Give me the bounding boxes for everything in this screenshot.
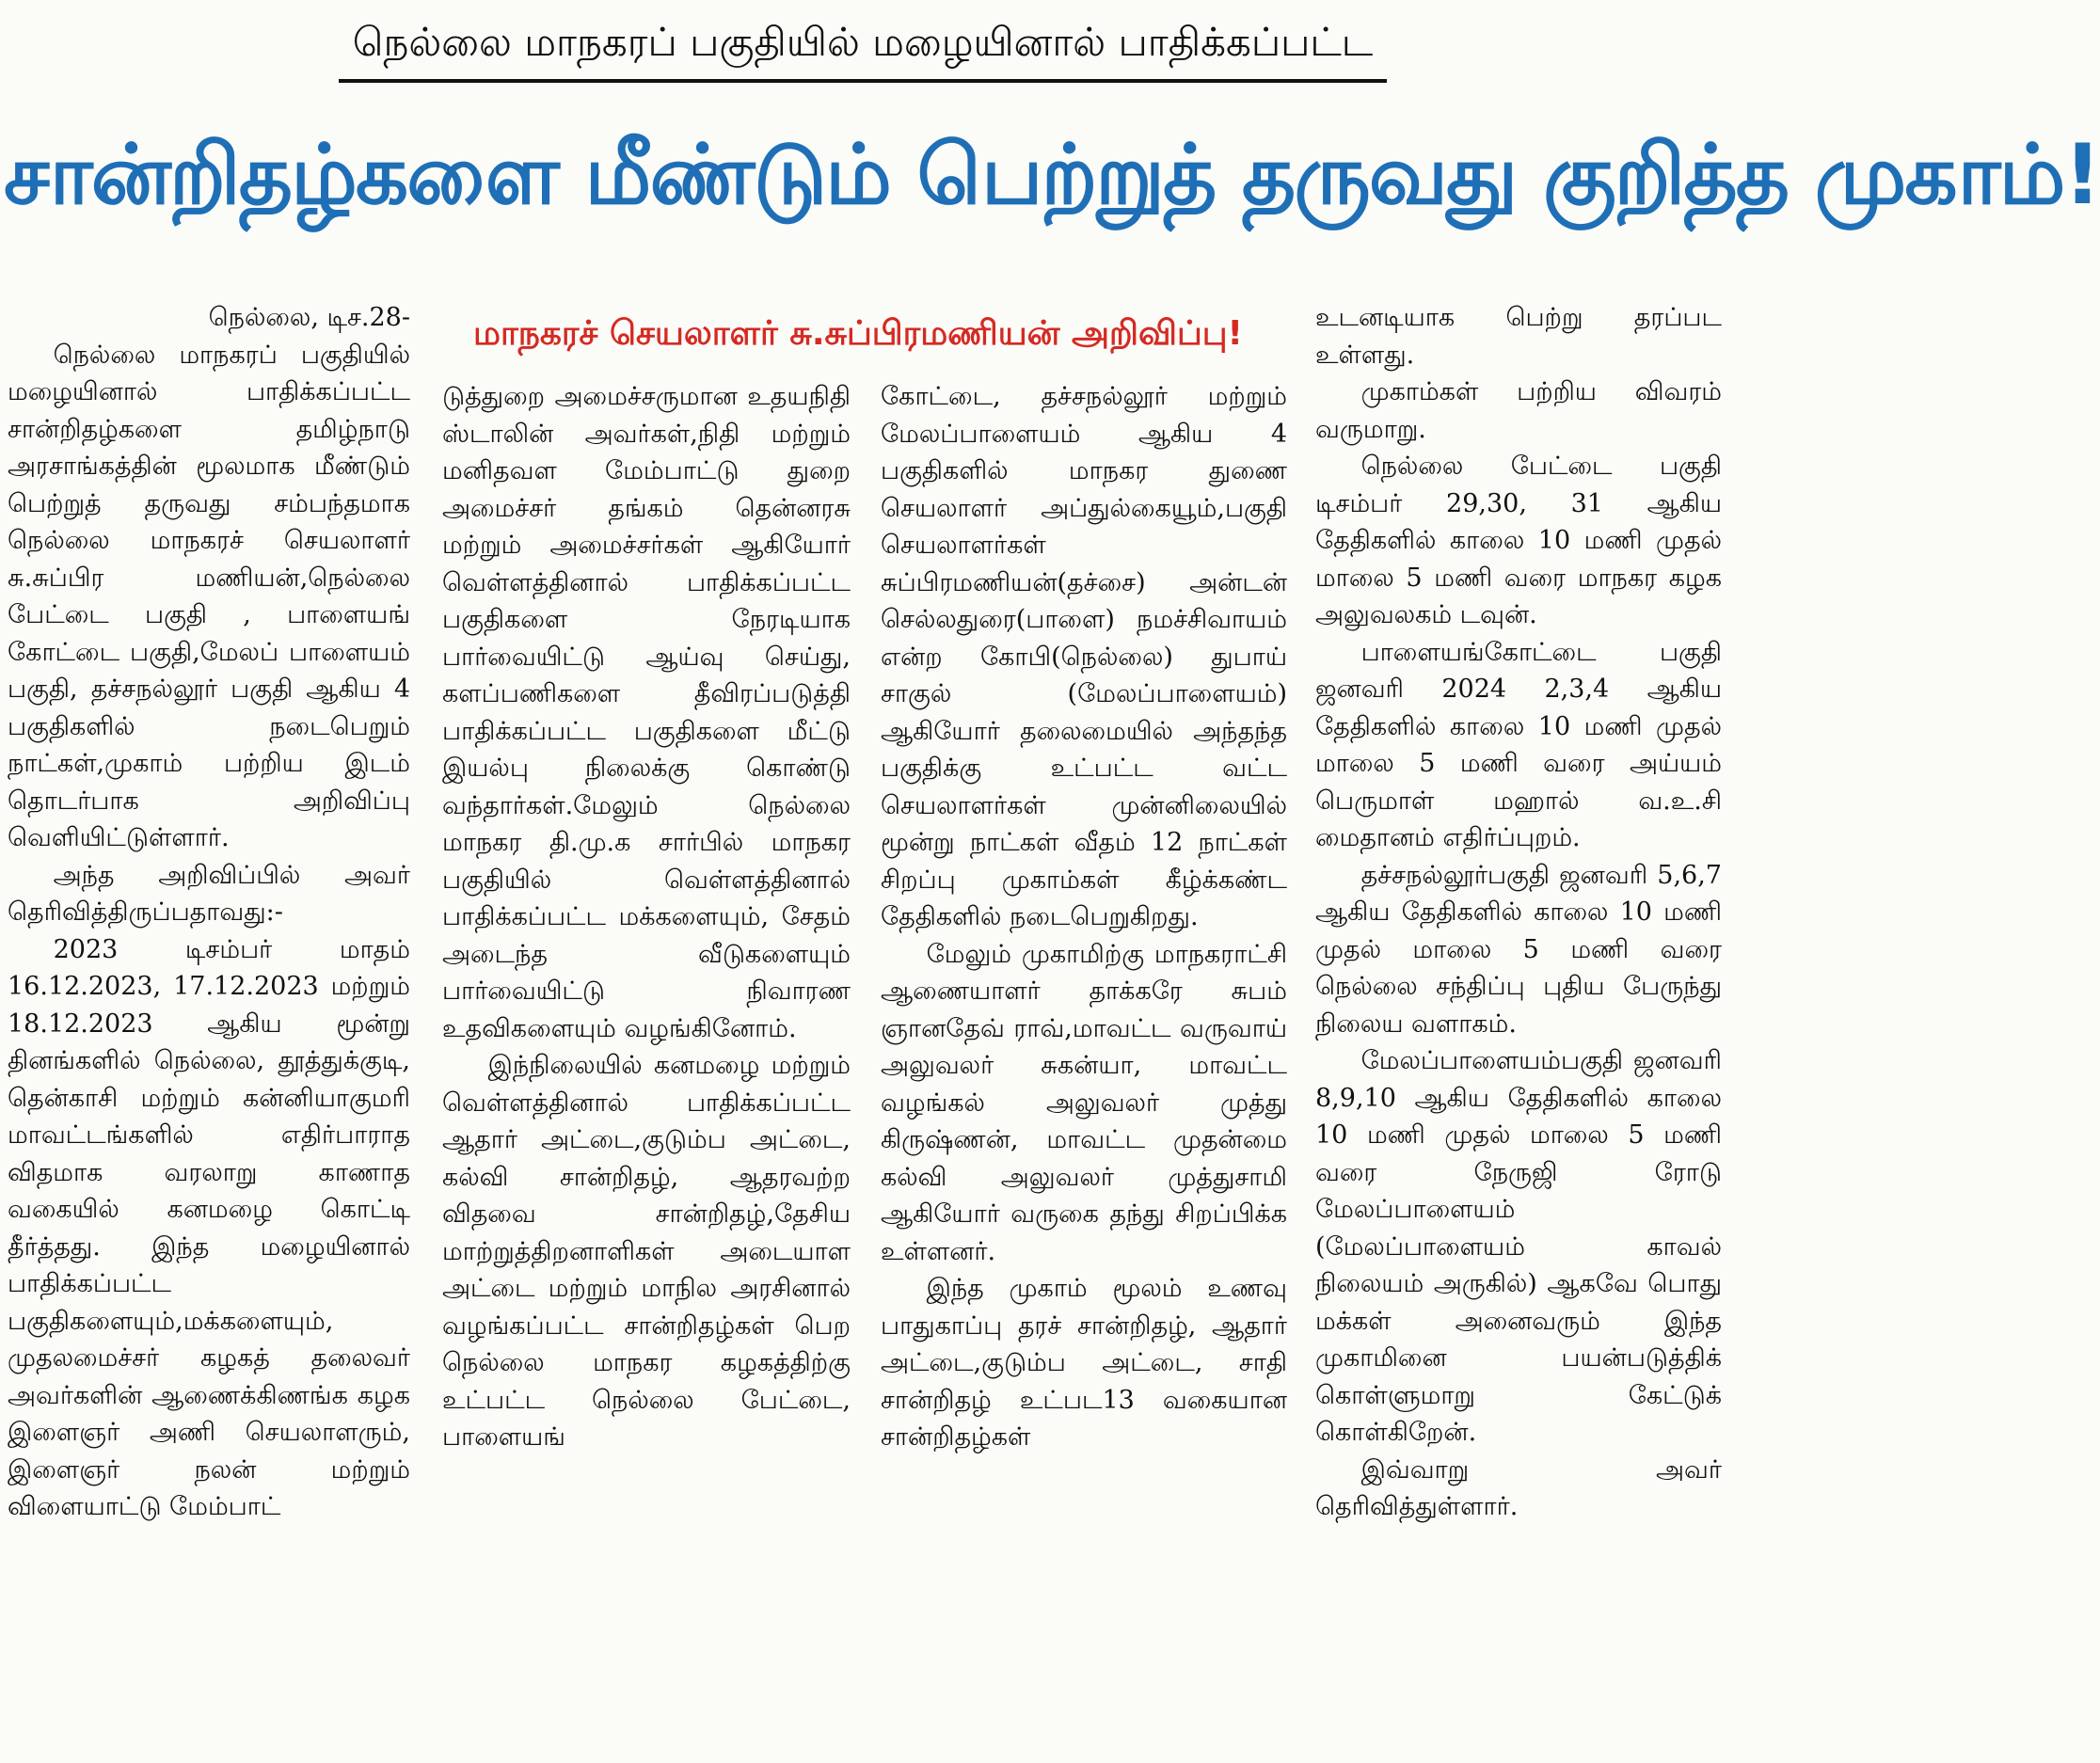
paragraph: நெல்லை மாநகரப் பகுதியில் மழையினால் பாதிக்கப்பட்ட சான்றிதழ்களை தமிழ்நாடு அரசாங்கத்தின் மூலமாக மீண்டும் பெற்றுத் தருவது சம்பந்தமாக நெல்லை மாநகரச் செயலாளர் சு.சுப்பிர மணியன்,நெல்லை பேட்டை பகுதி , பாளையங் கோட்டை பகுதி,மேலப் பாளையம் பகுதி, தச்சநல்லூர் பகுதி ஆகிய 4 பகுதிகளில் நடைபெறும் நாட்கள்,முகாம் பற்றிய இடம் தொடர்பாக அறிவிப்பு வெளியிட்டுள்ளார். (8, 340, 410, 852)
article-column-4 (1315, 299, 1722, 1763)
paragraph: 2023 டிசம்பர் மாதம் 16.12.2023, 17.12.2023 மற்றும் 18.12.2023 ஆகிய மூன்று தினங்களில் நெல்லை, தூத்துக்குடி, தென்காசி மற்றும் கன்னியாகுமரி மாவட்டங்களில் எதிர்பாராத விதமாக வரலாறு காணாத வகையில் கனமழை கொட்டி தீர்த்தது. இந்த மழையினால் பாதிக்கப்பட்ட பகுதிகளையும்,மக்களையும், முதலமைச்சர் கழகத் தலைவர் அவர்களின் ஆணைக்கிணங்க கழக இளைஞர் அணி செயலாளரும், இளைஞர் நலன் மற்றும் விளையாட்டு மேம்பாட் (8, 934, 410, 1521)
paragraph: இந்நிலையில் கனமழை மற்றும் வெள்ளத்தினால் பாதிக்கப்பட்ட ஆதார் அட்டை,குடும்ப அட்டை, கல்வி சான்றிதழ், ஆதரவற்ற விதவை சான்றிதழ்,தேசிய மாற்றுத்திறனாளிகள் அடையாள அட்டை மற்றும் மாநில அரசினால் வழங்கப்பட்ட சான்றிதழ்கள் பெற நெல்லை மாநகர கழகத்திற்கு உட்பட்ட நெல்லை பேட்டை, பாளையங் (442, 1051, 851, 1452)
paragraph: இந்த முகாம் மூலம் உணவு பாதுகாப்பு தரச் சான்றிதழ், ஆதார் அட்டை,குடும்ப அட்டை, சாதி சான்றிதழ் உட்பட13 வகையான சான்றிதழ்கள் (881, 1274, 1287, 1452)
kicker-headline: நெல்லை மாநகரப் பகுதியில் மழையினால் பாதிக்கப்பட்ட (339, 13, 1387, 83)
paragraph: உடனடியாக பெற்று தரப்பட உள்ளது. (1315, 303, 1722, 370)
paragraph: மேலும் முகாமிற்கு மாநகராட்சி ஆணையாளர் தாக்கரே சுபம் ஞானதேவ் ராவ்,மாவட்ட வருவாய் அலுவலர் சுகன்யா, மாவட்ட வழங்கல் அலுவலர் முத்து கிருஷ்ணன், மாவட்ட முதன்மை கல்வி அலுவலர் முத்துசாமி ஆகியோர் வருகை தந்து சிறப்பிக்க உள்ளனர். (881, 939, 1287, 1266)
paragraph: இவ்வாறு அவர் தெரிவித்துள்ளார். (1315, 1454, 1722, 1521)
main-headline: சான்றிதழ்களை மீண்டும் பெற்றுத் தருவது குறித்த முகாம்! (4, 126, 2100, 223)
paragraph: முகாம்கள் பற்றிய விவரம் வருமாறு. (1315, 377, 1722, 444)
paragraph: கோட்டை, தச்சநல்லூர் மற்றும் மேலப்பாளையம் ஆகிய 4 பகுதிகளில் மாநகர துணை செயலாளர் அப்துல்கையூம்,பகுதி செயலாளர்கள் சுப்பிரமணியன்(தச்சை) அன்டன் செல்லதுரை(பாளை) நமச்சிவாயம் என்ற கோபி(நெல்லை) துபாய் சாகுல் (மேலப்பாளையம்) ஆகியோர் தலைமையில் அந்தந்த பகுதிக்கு உட்பட்ட வட்ட செயலாளர்கள் முன்னிலையில் மூன்று நாட்கள் வீதம் 12 நாட்கள் சிறப்பு முகாம்கள் கீழ்க்கண்ட தேதிகளில் நடைபெறுகிறது. (881, 382, 1287, 931)
paragraph: நெல்லை பேட்டை பகுதி டிசம்பர் 29,30, 31 ஆகிய தேதிகளில் காலை 10 மணி முதல் மாலை 5 மணி வரை மாநகர கழக அலுவலகம் டவுன். (1315, 452, 1722, 629)
paragraph: மேலப்பாளையம்பகுதி ஜனவரி 8,9,10 ஆகிய தேதிகளில் காலை 10 மணி முதல் மாலை 5 மணி வரை நேருஜி ரோடு மேலப்பாளையம் (மேலப்பாளையம் காவல் நிலையம் அருகில்) ஆகவே பொது மக்கள் அனைவரும் இந்த முகாமினை பயன்படுத்திக் கொள்ளுமாறு கேட்டுக் கொள்கிறேன். (1315, 1046, 1722, 1447)
article-column-3 (881, 378, 1287, 1763)
paragraph: டுத்துறை அமைச்சருமான உதயநிதி ஸ்டாலின் அவர்கள்,நிதி மற்றும் மனிதவள மேம்பாட்டு துறை அமைச்சர் தங்கம் தென்னரசு மற்றும் அமைச்சர்கள் ஆகியோர் வெள்ளத்தினால் பாதிக்கப்பட்ட பகுதிகளை நேரடியாக பார்வையிட்டு ஆய்வு செய்து, களப்பணிகளை தீவிரப்படுத்தி பாதிக்கப்பட்ட பகுதிகளை மீட்டு இயல்பு நிலைக்கு கொண்டு வந்தார்கள்.மேலும் நெல்லை மாநகர தி.மு.க சார்பில் மாநகர பகுதியில் வெள்ளத்தினால் பாதிக்கப்பட்ட மக்களையும், சேதம் அடைந்த வீடுகளையும் பார்வையிட்டு நிவாரண உதவிகளையும் வழங்கினோம். (442, 382, 851, 1043)
article-column-2 (442, 378, 851, 1763)
paragraph: அந்த அறிவிப்பில் அவர் தெரிவித்திருப்பதாவது:- (8, 860, 410, 927)
dateline: நெல்லை, டிச.28- (208, 303, 410, 332)
article-column-1 (8, 299, 410, 1763)
paragraph: பாளையங்கோட்டை பகுதி ஜனவரி 2024 2,3,4 ஆகிய தேதிகளில் காலை 10 மணி முதல் மாலை 5 மணி வரை அய்யம் பெருமாள் மஹால் வ.உ.சி மைதானம் எதிர்ப்புறம். (1315, 637, 1722, 852)
sub-headline: மாநகரச் செயலாளர் சு.சுப்பிரமணியன் அறிவிப்பு! (473, 314, 1243, 353)
paragraph: தச்சநல்லூர்பகுதி ஜனவரி 5,6,7 ஆகிய தேதிகளில் காலை 10 மணி முதல் மாலை 5 மணி வரை நெல்லை சந்திப்பு புதிய பேருந்து நிலைய வளாகம். (1315, 860, 1722, 1039)
